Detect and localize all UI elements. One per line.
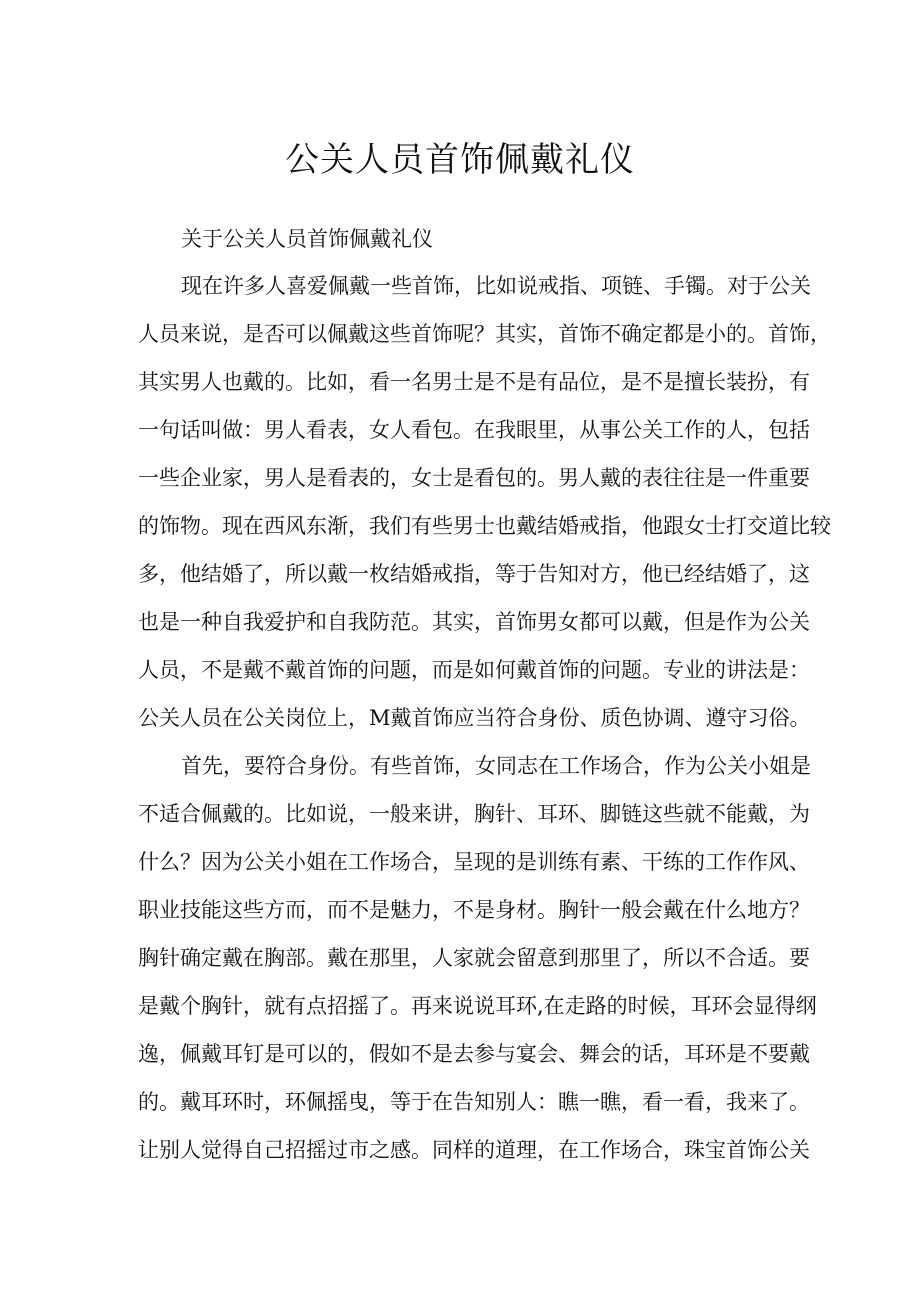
paragraph-line: 首先，要符合身份。有些首饰，女同志在工作场合，作为公关小姐是 <box>181 754 811 778</box>
paragraph-line: 其实男人也戴的。比如，看一名男士是不是有品位，是不是擅长装扮，有 <box>138 370 810 394</box>
paragraph-line: 一些企业家，男人是看表的，女士是看包的。男人戴的表往往是一件重要 <box>138 466 810 490</box>
paragraph-line: 让别人觉得自己招摇过市之感。同样的道理，在工作场合，珠宝首饰公关 <box>138 1138 810 1162</box>
paragraph-2 <box>138 742 817 1174</box>
paragraph-line: 不适合佩戴的。比如说，一般来讲，胸针、耳环、脚链这些就不能戴，为 <box>138 802 810 826</box>
paragraph-line: 人员，不是戴不戴首饰的问题，而是如何戴首饰的问题。专业的讲法是： <box>138 658 810 682</box>
paragraph-line: 多，他结婚了，所以戴一枚结婚戒指，等于告知对方，他已经结婚了，这 <box>138 562 810 586</box>
document-subtitle: 关于公关人员首饰佩戴礼仪 <box>181 227 433 251</box>
paragraph-line: 什么？因为公关小姐在工作场合，呈现的是训练有素、干练的工作作风、 <box>138 850 810 874</box>
paragraph-line: 的饰物。现在西风东渐，我们有些男士也戴结婚戒指，他跟女士打交道比较 <box>138 514 831 538</box>
paragraph-line: 逸，佩戴耳钉是可以的，假如不是去参与宴会、舞会的话，耳环是不要戴 <box>138 1042 810 1066</box>
paragraph-line: 也是一种自我爱护和自我防范。其实，首饰男女都可以戴，但是作为公关 <box>138 610 810 634</box>
paragraph-line: 人员来说，是否可以佩戴这些首饰呢？其实，首饰不确定都是小的。首饰， <box>138 322 831 346</box>
paragraph-line: 一句话叫做：男人看表，女人看包。在我眼里，从事公关工作的人，包括 <box>138 418 810 442</box>
paragraph-line: 是戴个胸针，就有点招摇了。再来说说耳环,在走路的时候，耳环会显得纲 <box>138 994 817 1018</box>
document-title: 公关人员首饰佩戴礼仪 <box>285 140 635 180</box>
paragraph-1 <box>138 262 831 742</box>
paragraph-line: 现在许多人喜爱佩戴一些首饰，比如说戒指、项链、手镯。对于公关 <box>181 274 811 298</box>
paragraph-line: 的。戴耳环时，环佩摇曳，等于在告知别人：瞧一瞧，看一看，我来了。 <box>138 1090 810 1114</box>
paragraph-line: 胸针确定戴在胸部。戴在那里，人家就会留意到那里了，所以不合适。要 <box>138 946 810 970</box>
paragraph-line: 职业技能这些方而，而不是魅力，不是身材。胸针一般会戴在什么地方？ <box>138 898 810 922</box>
paragraph-line: 公关人员在公关岗位上，M戴首饰应当符合身份、质色协调、遵守习俗。 <box>138 706 811 730</box>
